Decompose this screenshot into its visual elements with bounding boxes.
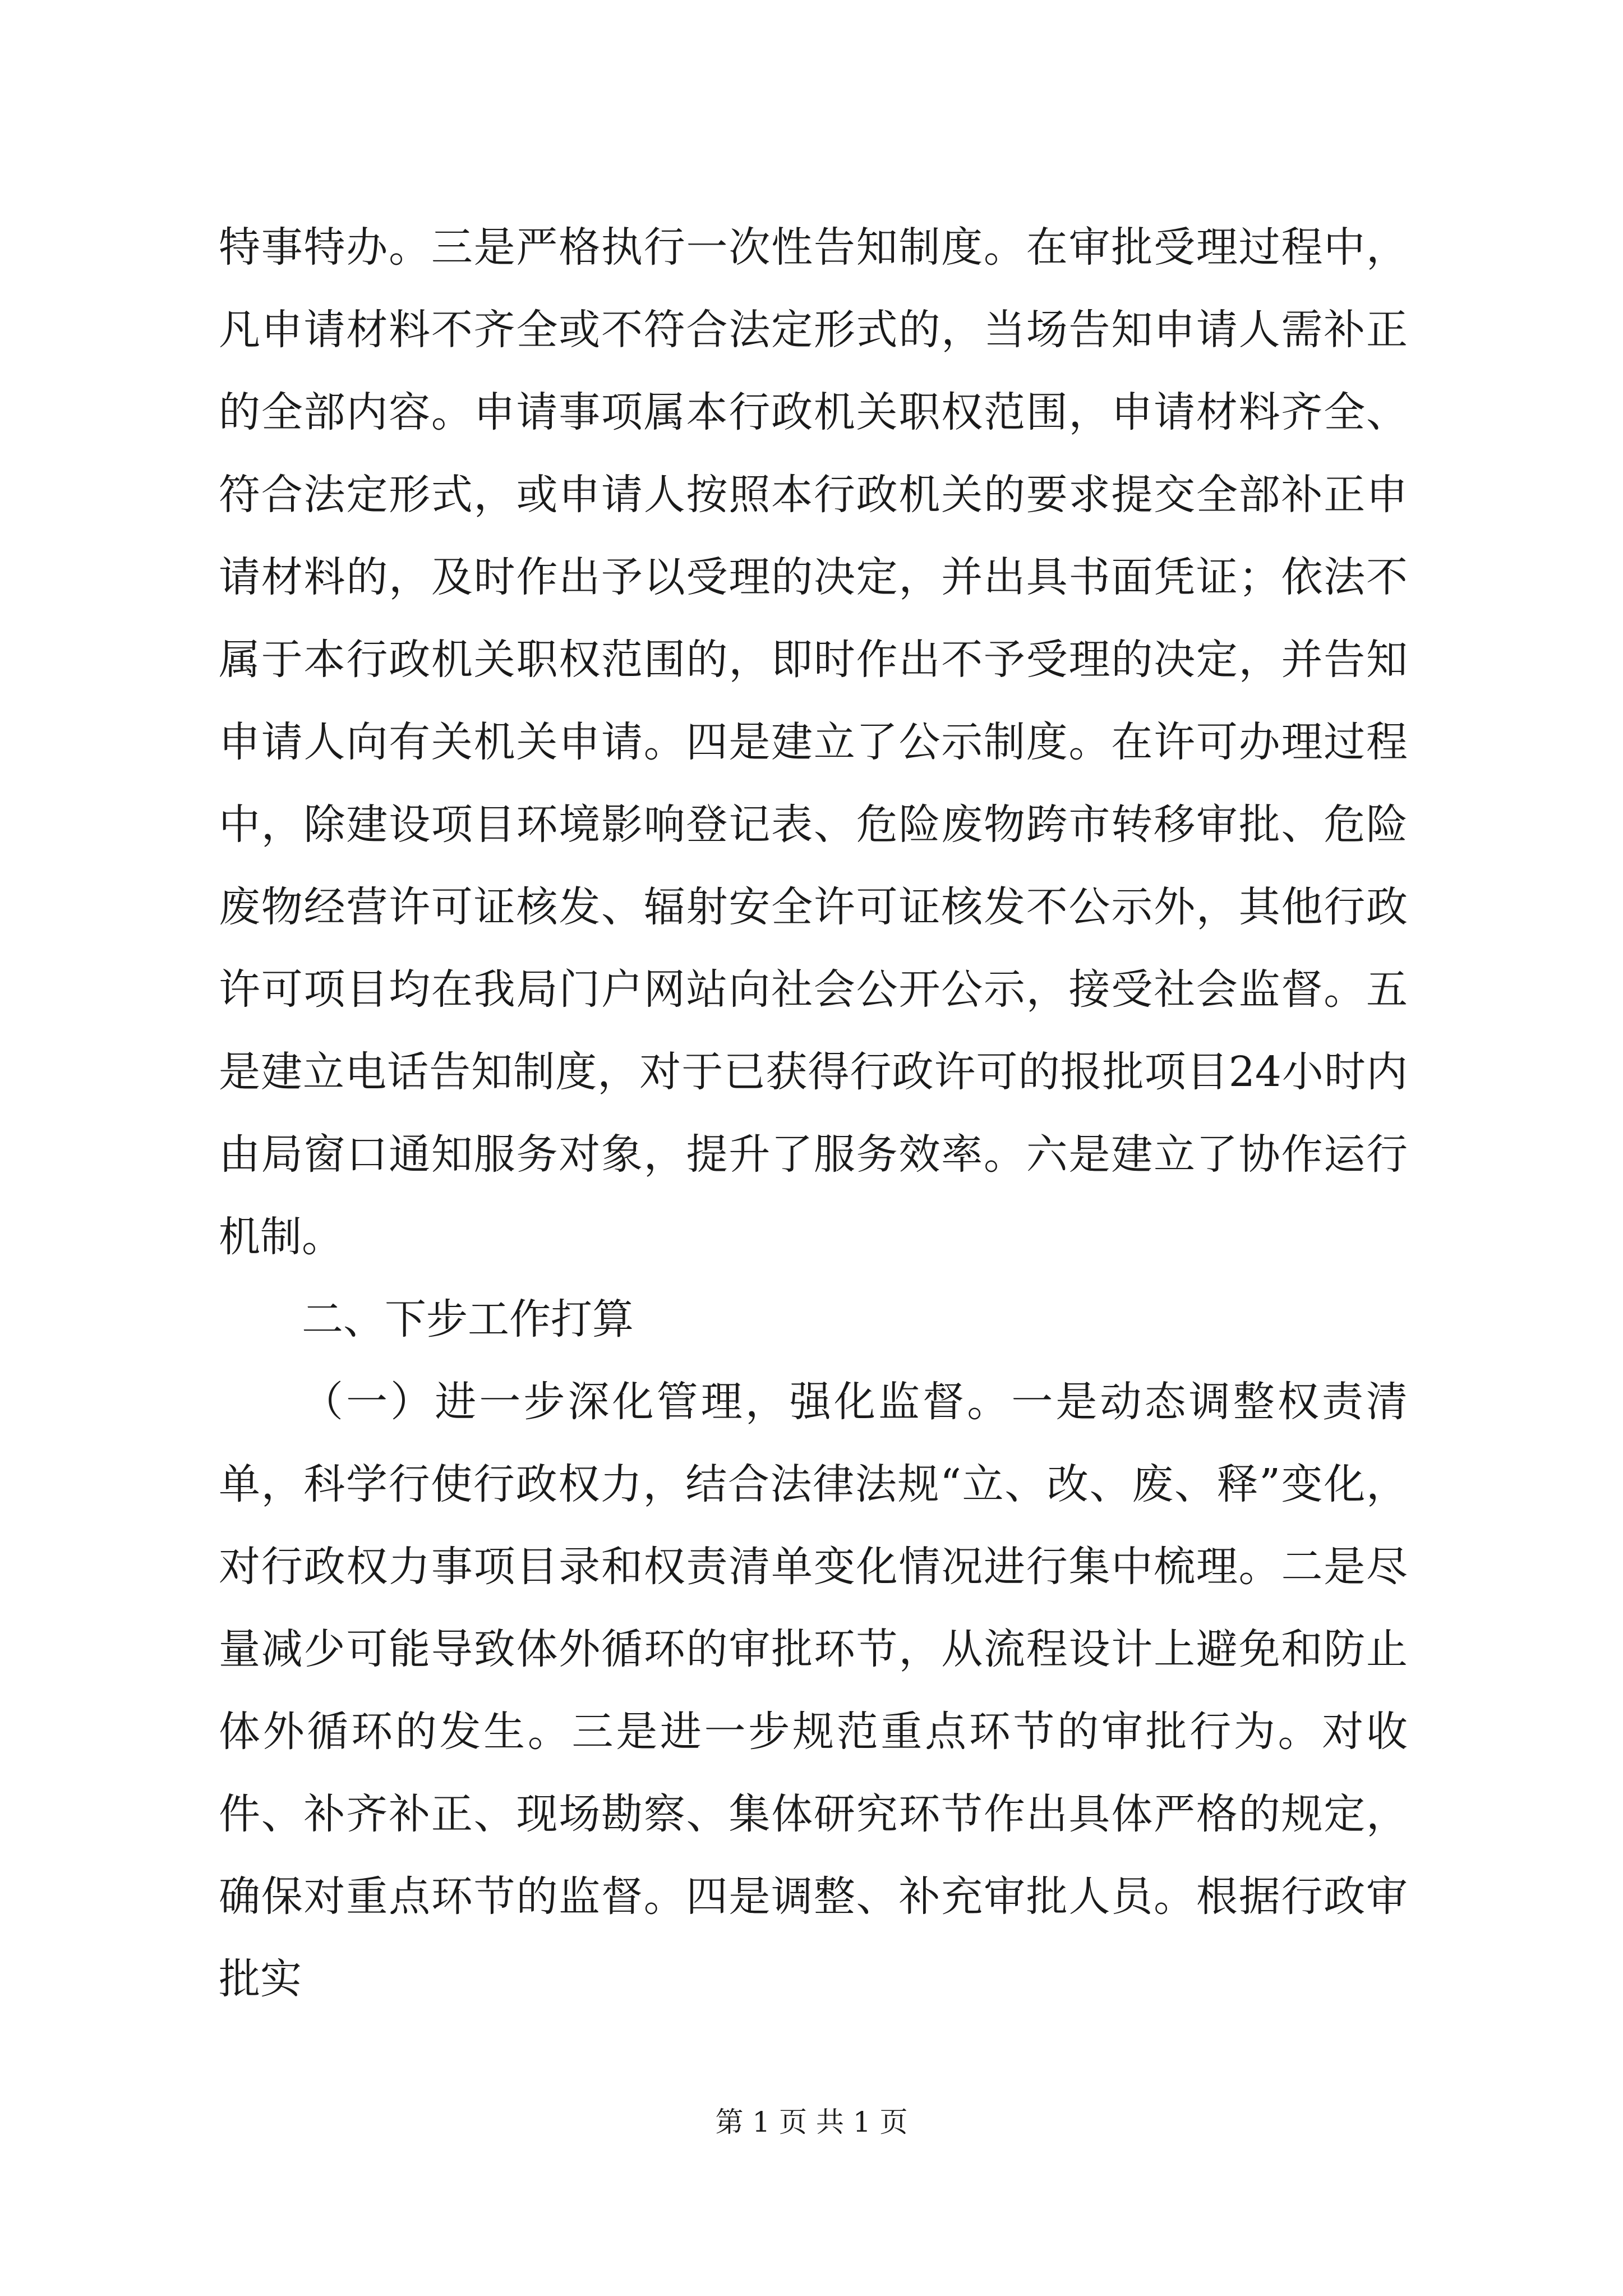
page-number-footer: 第 1 页 共 1 页 bbox=[715, 2106, 908, 2138]
paragraph-continuation: 特事特办。三是严格执行一次性告知制度。在审批受理过程中，凡申请材料不齐全或不符合法定形式的，当场告知申请人需补正的全部内容。申请事项属本行政机关职权范围，申请材料齐全、符合法定形式，或申请人按照本行政机关的要求提交全部补正申请材料的，及时作出予以受理的决定，并出具书面凭证；依法不属于本行政机关职权范围的，即时作出不予受理的决定，并告知申请人向有关机关申请。四是建立了公示制度。在许可办理过程中，除建设项目环境影响登记表、危险废物跨市转移审批、危险废物经营许可证核发、辐射安全许可证核发不公示外，其他行政许可项目均在我局门户网站向社会公开公示，接受社会监督。五是建立电话告知制度，对于已获得行政许可的报批项目24小时内由局窗口通知服务对象，提升了服务效率。六是建立了协作运行机制。 bbox=[219, 223, 1408, 1261]
section-heading: 二、下步工作打算 bbox=[302, 1295, 634, 1343]
document-body bbox=[219, 206, 1408, 2021]
paragraph-subsection-one: （一）进一步深化管理，强化监督。一是动态调整权责清单，科学行使行政权力，结合法律法规“立、改、废、释”变化，对行政权力事项目录和权责清单变化情况进行集中梳理。二是尽量减少可能导致体外循环的审批环节，从流程设计上避免和防止体外循环的发生。三是进一步规范重点环节的审批行为。对收件、补齐补正、现场勘察、集体研究环节作出具体严格的规定，确保对重点环节的监督。四是调整、补充审批人员。根据行政审批实 bbox=[219, 1378, 1408, 2003]
